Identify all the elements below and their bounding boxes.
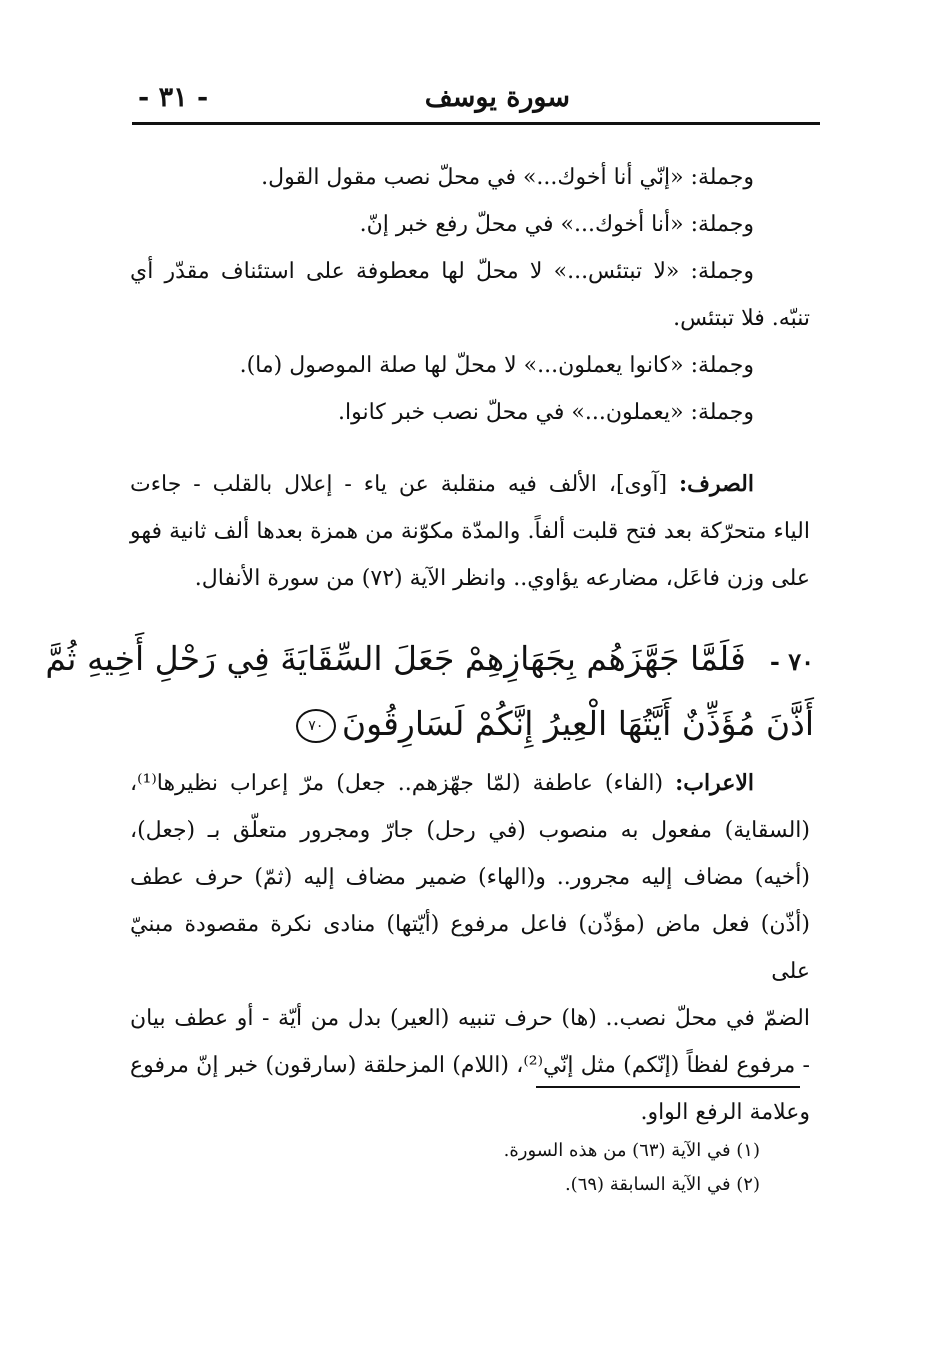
surah-title: سورة يوسف [424, 82, 570, 113]
irab-line-1 [130, 760, 810, 807]
sarf-line-3: على وزن فاعَل، مضارعه يؤاوي.. وانظر الآية (٧٢) من سورة الأنفال. [194, 566, 810, 591]
sentence-line-5: وجملة: «كانوا يعملون...» لا محلّ لها صلة الموصول (ما). [239, 353, 754, 378]
sarf-line-1 [130, 461, 810, 508]
header-rule [132, 122, 820, 125]
footnote-1: (١) في الآية (٦٣) من هذه السورة. [503, 1140, 760, 1161]
irab-text-1: (الفاء) عاطفة (لمّا جهّزهم.. جعل) مرّ إعراب نظيرها⁽¹⁾، [130, 771, 664, 796]
page-number: - ٣١ - [138, 82, 209, 113]
irab-line-2: (السقاية) مفعول به منصوب (في رحل) جارّ ومجرور متعلّق بـ (جعل)، [130, 818, 810, 843]
quran-verse [45, 628, 814, 755]
irab-line-6: - مرفوع لفظاً (إنّكم) مثل إنّي⁽²⁾، (اللام) المزحلقة (سارقون) خبر إنّ مرفوع [130, 1053, 810, 1078]
running-header [132, 74, 820, 120]
verse-line-1 [45, 628, 814, 693]
irab-line-7: وعلامة الرفع الواو. [640, 1100, 810, 1125]
morphology-section [130, 461, 810, 602]
grammar-section [130, 760, 810, 1136]
sarf-label: الصرف: [679, 471, 754, 497]
verse-number: ٧٠ - [769, 647, 814, 676]
sentence-analysis [130, 154, 810, 436]
verse-line-2 [130, 693, 814, 755]
sarf-text-1: [آوى]، الألف فيه منقلبة عن ياء - إعلال بالقلب - جاءت [130, 472, 668, 497]
footnotes [300, 1134, 760, 1202]
irab-line-3: (أخيه) مضاف إليه مجرور.. و(الهاء) ضمير مضاف إليه (ثمّ) حرف عطف [130, 865, 810, 890]
verse-text-1: فَلَمَّا جَهَّزَهُم بِجَهَازِهِمْ جَعَلَ السِّقَايَةَ فِي رَحْلِ أَخِيهِ ثُمَّ [45, 639, 746, 678]
footnote-2: (٢) في الآية السابقة (٦٩). [564, 1174, 760, 1195]
sentence-line-1: وجملة: «إنّي أنا أخوك...» في محلّ نصب مقول القول. [261, 165, 754, 190]
sentence-line-4: تنبّه. فلا تبتئس. [673, 306, 810, 331]
sentence-line-2: وجملة: «أنا أخوك...» في محلّ رفع خبر إنّ. [359, 212, 754, 237]
irab-line-5: الضمّ في محلّ نصب.. (ها) حرف تنبيه (العير) بدل من أيّة - أو عطف بيان [130, 1006, 810, 1031]
sarf-line-2: الياء متحرّكة بعد فتح قلبت ألفاً. والمدّة مكوّنة من همزة بعدها ألف ثانية فهو [130, 519, 810, 544]
irab-label: الاعراب: [675, 770, 754, 796]
verse-text-2: أَذَّنَ مُؤَذِّنٌ أَيَّتُهَا الْعِيرُ إِنَّكُمْ لَسَارِقُونَ [341, 704, 814, 743]
sentence-line-6: وجملة: «يعملون...» في محلّ نصب خبر كانوا. [337, 400, 754, 425]
ayah-end-marker: ٧٠ [296, 709, 336, 743]
irab-line-4: (أذّن) فعل ماض (مؤذّن) فاعل مرفوع (أيّتها) منادى نكرة مقصودة مبنيّ على [130, 912, 810, 984]
sentence-line-3: وجملة: «لا تبتئس...» لا محلّ لها معطوفة على استئناف مقدّر أي [130, 259, 754, 284]
footnote-rule [536, 1086, 800, 1088]
